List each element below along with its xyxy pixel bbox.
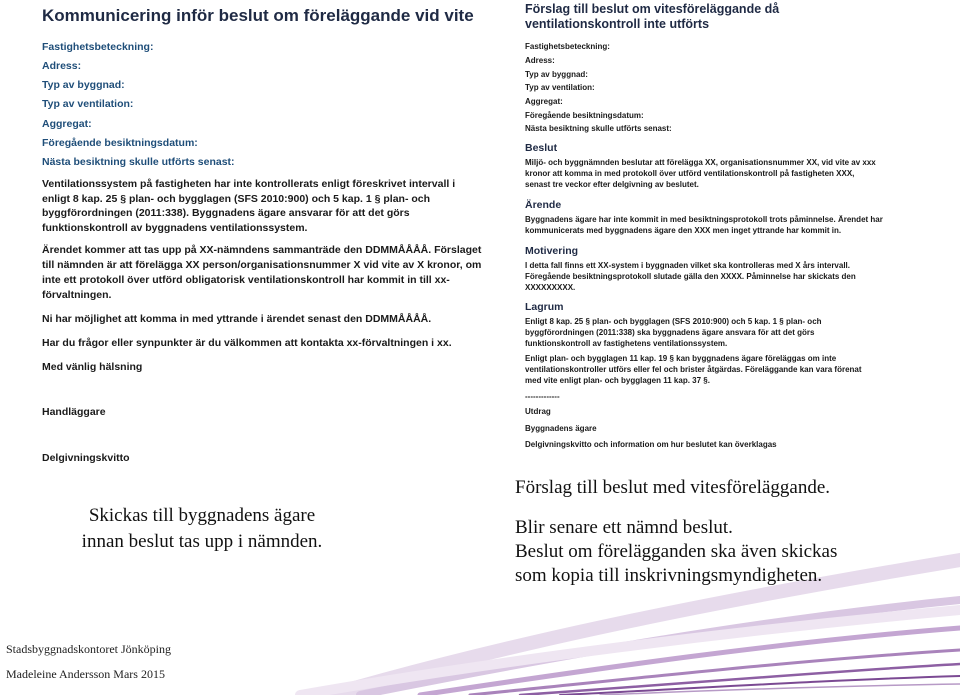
paragraph-line: byggförordningen (2011:338). Byggnadens ägare ansvarar för att det görs — [42, 207, 410, 219]
right-caption-line: som kopia till inskrivningsmyndigheten. — [515, 565, 823, 586]
closing-text: Med vänlig hälsning — [42, 361, 143, 373]
paragraph-line: till nämnden är att förelägga XX person/organisationsnummer X vid vite av X kronor, om — [42, 259, 482, 271]
utdrag-label: Utdrag — [525, 407, 551, 416]
field-label: Adress: — [525, 56, 555, 65]
right-document-image — [525, 2, 925, 457]
paragraph-line: med vite enligt plan- och bygglagen 11 kap. 37 §. — [525, 376, 710, 385]
field-label: Adress: — [42, 60, 82, 72]
paragraph-line: Enligt plan- och bygglagen 11 kap. 19 § kan byggnadens ägare föreläggas om inte — [525, 354, 837, 363]
paragraph-line: senast tre veckor efter delgivning av beslutet. — [525, 180, 699, 189]
left-document-image — [42, 6, 482, 476]
paragraph-line: ventilationskontroller utförs eller fel och brister åtgärdas. Föreläggande kan vara förenat — [525, 365, 862, 374]
field-label: Aggregat: — [525, 97, 563, 106]
section-heading-arende: Ärende — [525, 199, 562, 211]
paragraph-line: Föregående besiktningsprotokoll slutade gälla den XXXX. Påminnelse har skickats den — [525, 272, 856, 281]
paragraph-line: kommunicerats med byggnadens ägare den XXX men inget yttrande har kommit in. — [525, 226, 842, 235]
field-label: Föregående besiktningsdatum: — [42, 137, 198, 149]
owner-label: Byggnadens ägare — [525, 424, 597, 433]
field-label: Typ av byggnad: — [525, 70, 588, 79]
field-label: Föregående besiktningsdatum: — [525, 111, 644, 120]
field-label: Nästa besiktning skulle utförts senast: — [42, 156, 235, 168]
right-caption-line: Blir senare ett nämnd beslut. — [515, 517, 733, 538]
right-document-title — [525, 2, 779, 32]
paragraph-line: Ärendet kommer att tas upp på XX-nämndens sammanträde den DDMMÅÅÅÅ. Förslaget — [42, 244, 482, 256]
field-label: Typ av ventilation: — [525, 83, 595, 92]
left-caption-line: Skickas till byggnadens ägare — [88, 505, 316, 526]
field-label: Typ av ventilation: — [42, 98, 134, 110]
paragraph-line: enligt 8 kap. 25 § plan- och bygglagen (SFS 2010:900) och 5 kap. 1 § plan- och — [42, 193, 431, 205]
right-document-title-line: ventilationskontroll inte utförts — [525, 17, 710, 31]
paragraph-line: Enligt 8 kap. 25 § plan- och bygglagen (SFS 2010:900) och 5 kap. 1 § plan- och — [525, 317, 822, 326]
section-heading-motivering: Motivering — [525, 245, 579, 257]
paragraph-line: XXXXXXXXX. — [525, 283, 576, 292]
paragraph-line: Har du frågor eller synpunkter är du välkommen att kontakta xx-förvaltningen i xx. — [42, 337, 452, 349]
footer-organization: Stadsbyggnadskontoret Jönköping — [6, 642, 171, 656]
paragraph-line: Ni har möjlighet att komma in med yttrande i ärendet senast den DDMMÅÅÅÅ. — [42, 313, 432, 325]
paragraph-line: Miljö- och byggnämnden beslutar att förelägga XX, organisationsnummer XX, vid vite av xxx — [525, 158, 876, 167]
paragraph-line: funktionskontroll av fastighetens ventilationssystem. — [525, 339, 728, 348]
paragraph-line: Byggnadens ägare har inte kommit in med besiktningsprotokoll trots påminnelse. Ärendet har — [525, 215, 883, 224]
field-label: Aggregat: — [42, 118, 92, 130]
section-heading-beslut: Beslut — [525, 142, 558, 154]
field-label: Nästa besiktning skulle utförts senast: — [525, 124, 672, 133]
handler-label: Handläggare — [42, 406, 106, 418]
right-document-title-line: Förslag till beslut om vitesföreläggande då — [525, 2, 780, 16]
footer-author: Madeleine Andersson Mars 2015 — [6, 667, 165, 681]
field-label: Fastighetsbeteckning: — [42, 41, 154, 53]
left-caption-line: innan beslut tas upp i nämnden. — [81, 531, 323, 552]
field-label: Fastighetsbeteckning: — [525, 42, 610, 51]
section-heading-lagrum: Lagrum — [525, 301, 564, 313]
paragraph-line: I detta fall finns ett XX-system i byggnaden vilket ska kontrolleras med X års intervall. — [525, 261, 850, 270]
separator-line: ------------- — [525, 392, 560, 401]
paragraph-line: förvaltningen. — [42, 289, 112, 301]
receipt-label: Delgivningskvitto — [42, 452, 130, 464]
right-caption-line: Beslut om förelägganden ska även skickas — [515, 541, 838, 562]
left-document-title: Kommunicering inför beslut om föreläggande vid vite — [42, 6, 474, 25]
right-caption-line: Förslag till beslut med vitesföreläggande. — [515, 477, 831, 498]
paragraph-line: inte ett protokoll över utförd obligatorisk ventilationskontroll har kommit in till xx- — [42, 274, 450, 286]
right-caption — [515, 476, 955, 588]
paragraph-line: byggförordningen (2011:338) ska byggnadens ägare ansvara för att det görs — [525, 328, 815, 337]
left-caption — [42, 503, 362, 555]
paragraph-line: funktionskontroll av byggnadens ventilationssystem. — [42, 222, 308, 234]
paragraph-line: Ventilationssystem på fastigheten har inte kontrollerats enligt föreskrivet intervall i — [42, 178, 456, 190]
field-label: Typ av byggnad: — [42, 79, 125, 91]
paragraph-line: kronor att komma in med protokoll över utförd ventilationskontroll på fastigheten XXX, — [525, 169, 855, 178]
appeal-label: Delgivningskvitto och information om hur beslutet kan överklagas — [525, 440, 777, 449]
